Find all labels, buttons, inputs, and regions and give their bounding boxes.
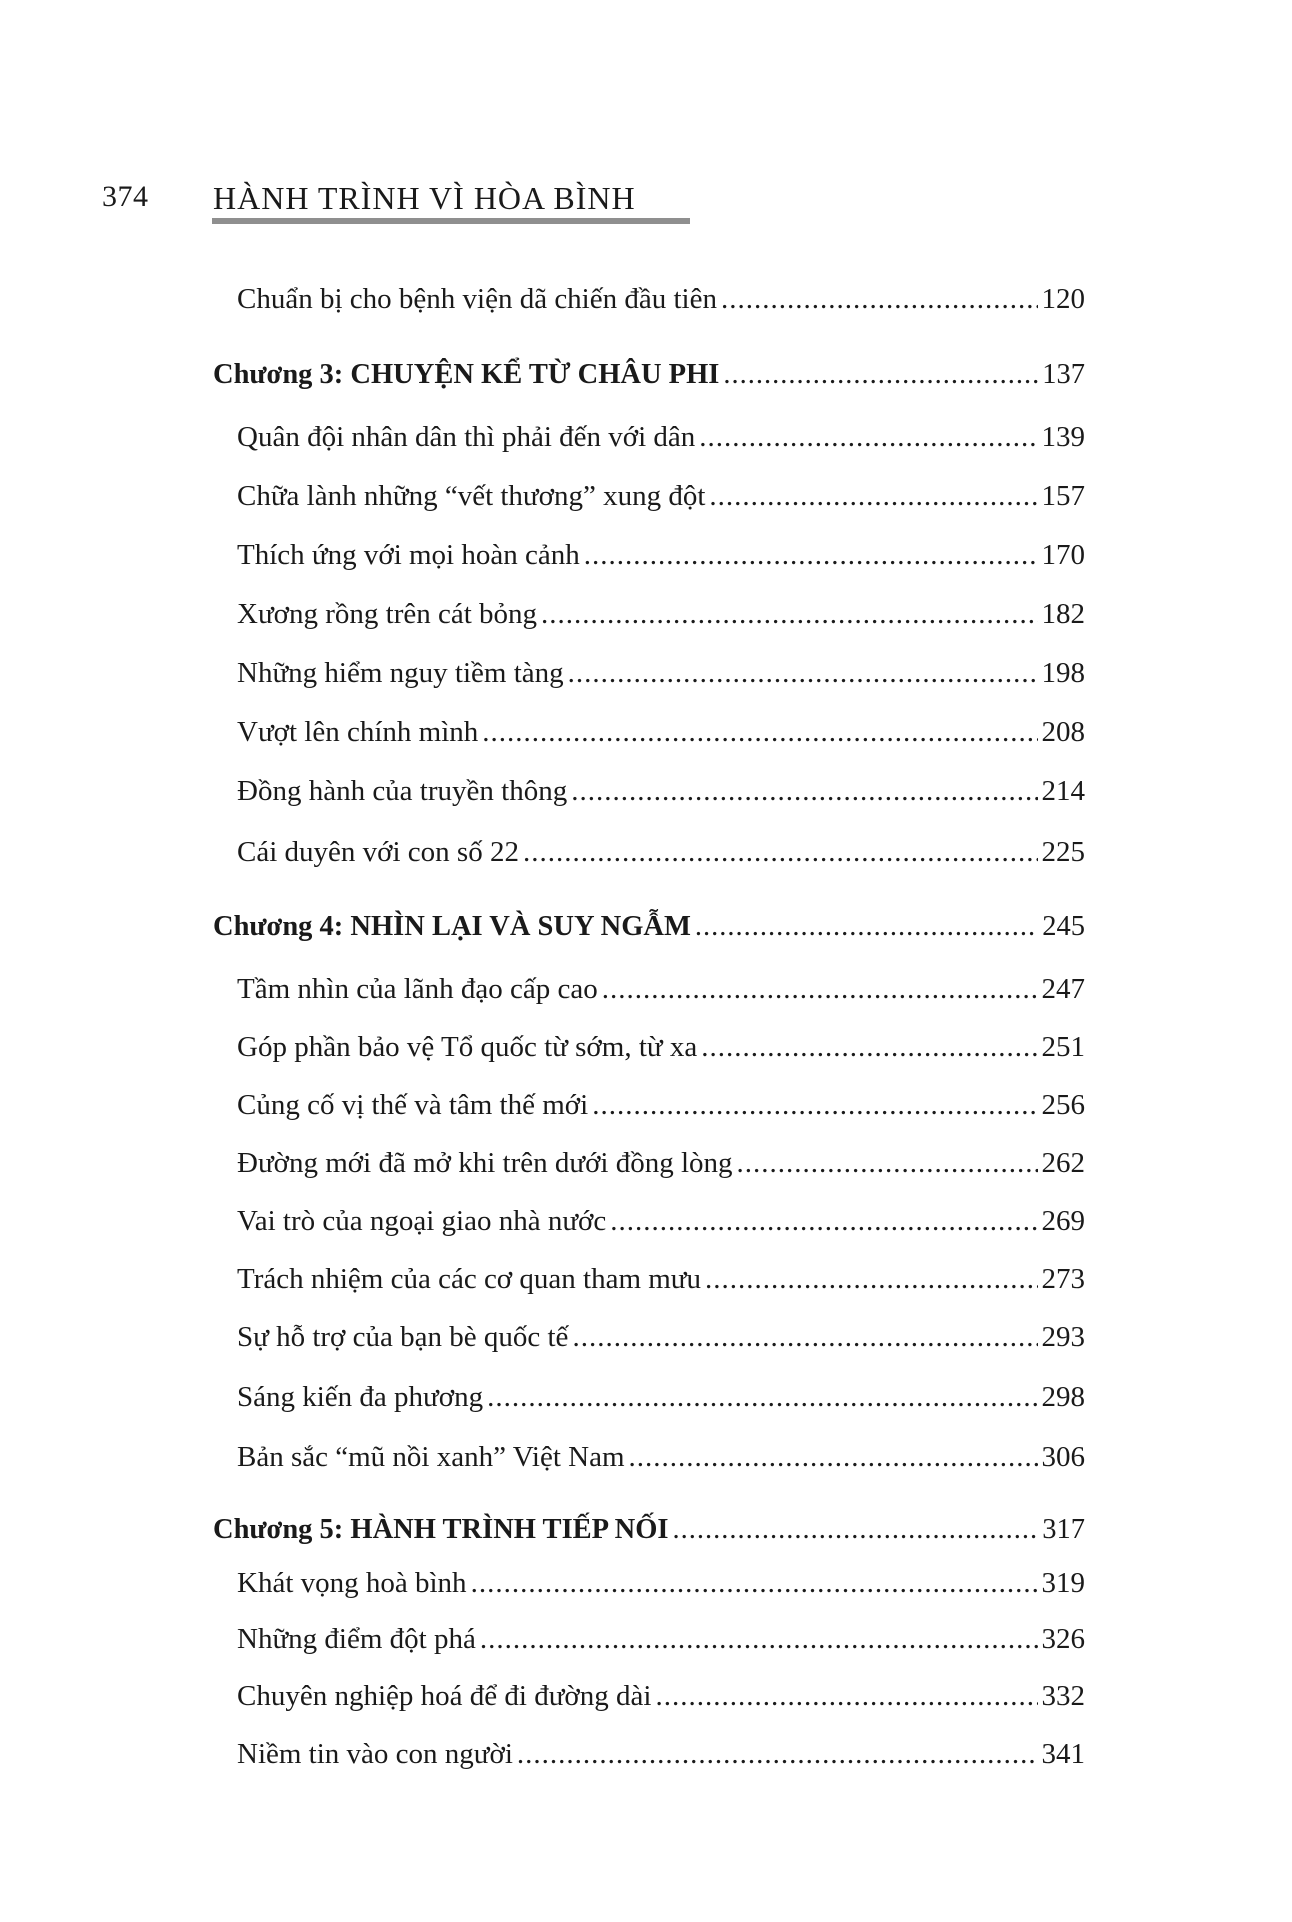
toc-entry-title: Niềm tin vào con người	[237, 1738, 513, 1770]
toc-chapter-page: 245	[1042, 911, 1085, 942]
toc-entry	[237, 1564, 1085, 1602]
toc-entry	[237, 1735, 1085, 1773]
toc-entry	[237, 1202, 1085, 1240]
toc-entry-title: Khát vọng hoà bình	[237, 1567, 467, 1599]
dot-leader	[541, 595, 1037, 633]
toc-entry-title: Cái duyên với con số 22	[237, 836, 519, 868]
toc-entry-title: Chữa lành những “vết thương” xung đột	[237, 480, 706, 512]
toc-entry-title: Tầm nhìn của lãnh đạo cấp cao	[237, 973, 598, 1005]
toc-chapter-title: Chương 3: CHUYỆN KỂ TỪ CHÂU PHI	[213, 359, 720, 390]
toc-entry	[237, 1620, 1085, 1658]
toc-entry	[237, 1677, 1085, 1715]
toc-entry-page: 293	[1041, 1321, 1085, 1353]
toc-entry-title: Trách nhiệm của các cơ quan tham mưu	[237, 1263, 702, 1295]
toc-entry	[237, 595, 1085, 633]
dot-leader	[572, 1318, 1037, 1356]
toc-entry	[237, 654, 1085, 692]
dot-leader	[737, 1144, 1038, 1182]
dot-leader	[482, 713, 1037, 751]
title-underline	[212, 218, 690, 224]
dot-leader	[480, 1620, 1038, 1658]
toc-entry-page: 341	[1041, 1738, 1085, 1770]
dot-leader	[709, 477, 1037, 515]
toc-entry-title: Vai trò của ngoại giao nhà nước	[237, 1205, 607, 1237]
toc-chapter	[213, 1511, 1085, 1549]
toc-entry	[237, 418, 1085, 456]
toc-entry	[237, 1028, 1085, 1066]
toc-entry	[237, 833, 1085, 871]
page-number: 374	[102, 180, 149, 213]
toc-entry	[237, 1438, 1085, 1476]
toc-entry	[237, 1260, 1085, 1298]
toc-entry	[237, 477, 1085, 515]
toc-entry-page: 306	[1041, 1441, 1085, 1473]
toc-entry-title: Quân đội nhân dân thì phải đến với dân	[237, 421, 696, 453]
toc-chapter-page: 137	[1042, 359, 1085, 390]
toc-entry-title: Củng cố vị thế và tâm thế mới	[237, 1089, 589, 1121]
dot-leader	[523, 833, 1038, 871]
toc-entry-title: Đồng hành của truyền thông	[237, 775, 568, 807]
toc-entry-title: Sáng kiến đa phương	[237, 1381, 484, 1413]
toc-entry-page: 208	[1041, 716, 1085, 748]
toc-entry-page: 247	[1041, 973, 1085, 1005]
toc-entry-page: 214	[1041, 775, 1085, 807]
dot-leader	[701, 1028, 1037, 1066]
toc-chapter	[213, 356, 1085, 394]
toc-entry-page: 319	[1041, 1567, 1085, 1599]
toc-entry-page: 251	[1041, 1031, 1085, 1063]
dot-leader	[571, 772, 1037, 810]
dot-leader	[592, 1086, 1037, 1124]
dot-leader	[672, 1511, 1038, 1549]
dot-leader	[584, 536, 1038, 574]
toc-entry-title: Những điểm đột phá	[237, 1623, 476, 1655]
toc-entry	[237, 772, 1085, 810]
toc-chapter	[213, 908, 1085, 946]
toc-entry-page: 120	[1041, 283, 1085, 315]
toc-entry-title: Bản sắc “mũ nồi xanh” Việt Nam	[237, 1441, 625, 1473]
toc-chapter-page: 317	[1042, 1514, 1085, 1545]
toc-entry	[237, 1378, 1085, 1416]
toc-entry	[237, 536, 1085, 574]
toc-chapter-title: Chương 5: HÀNH TRÌNH TIẾP NỐI	[213, 1514, 669, 1545]
toc-entry-page: 332	[1041, 1680, 1085, 1712]
dot-leader	[487, 1378, 1037, 1416]
dot-leader	[602, 970, 1038, 1008]
toc-entry	[237, 1086, 1085, 1124]
dot-leader	[655, 1677, 1037, 1715]
toc-entry-page: 157	[1041, 480, 1085, 512]
dot-leader	[517, 1735, 1038, 1773]
toc-entry-page: 269	[1041, 1205, 1085, 1237]
dot-leader	[568, 654, 1038, 692]
toc-entry-title: Góp phần bảo vệ Tổ quốc từ sớm, từ xa	[237, 1031, 698, 1063]
dot-leader	[723, 356, 1038, 394]
dot-leader	[610, 1202, 1037, 1240]
toc-entry-title: Vượt lên chính mình	[237, 716, 479, 748]
toc-entry-title: Chuyên nghiệp hoá để đi đường dài	[237, 1680, 652, 1712]
toc-entry	[237, 1318, 1085, 1356]
toc-entry-page: 225	[1041, 836, 1085, 868]
toc-entry-page: 298	[1041, 1381, 1085, 1413]
dot-leader	[699, 418, 1037, 456]
toc-entry-page: 139	[1041, 421, 1085, 453]
toc-entry-title: Đường mới đã mở khi trên dưới đồng lòng	[237, 1147, 733, 1179]
toc-entry	[237, 1144, 1085, 1182]
toc-entry-page: 273	[1041, 1263, 1085, 1295]
toc-entry-page: 262	[1041, 1147, 1085, 1179]
dot-leader	[705, 1260, 1037, 1298]
toc-entry-page: 170	[1041, 539, 1085, 571]
toc-entry-title: Những hiểm nguy tiềm tàng	[237, 657, 564, 689]
dot-leader	[721, 280, 1038, 318]
toc-entry-title: Chuẩn bị cho bệnh viện dã chiến đầu tiên	[237, 283, 717, 315]
dot-leader	[695, 908, 1038, 946]
dot-leader	[471, 1564, 1038, 1602]
toc-chapter-title: Chương 4: NHÌN LẠI VÀ SUY NGẪM	[213, 911, 691, 942]
toc-entry-title: Xương rồng trên cát bỏng	[237, 598, 538, 630]
toc-entry	[237, 970, 1085, 1008]
dot-leader	[629, 1438, 1038, 1476]
toc-entry	[237, 280, 1085, 318]
toc-entry-page: 256	[1041, 1089, 1085, 1121]
page-header	[0, 0, 1292, 230]
toc-entry-page: 182	[1041, 598, 1085, 630]
toc-entry-title: Sự hỗ trợ của bạn bè quốc tế	[237, 1321, 569, 1353]
toc-entry-page: 198	[1041, 657, 1085, 689]
toc-entry-page: 326	[1041, 1623, 1085, 1655]
toc-entry-title: Thích ứng với mọi hoàn cảnh	[237, 539, 580, 571]
toc-entry	[237, 713, 1085, 751]
running-title: HÀNH TRÌNH VÌ HÒA BÌNH	[213, 180, 636, 216]
